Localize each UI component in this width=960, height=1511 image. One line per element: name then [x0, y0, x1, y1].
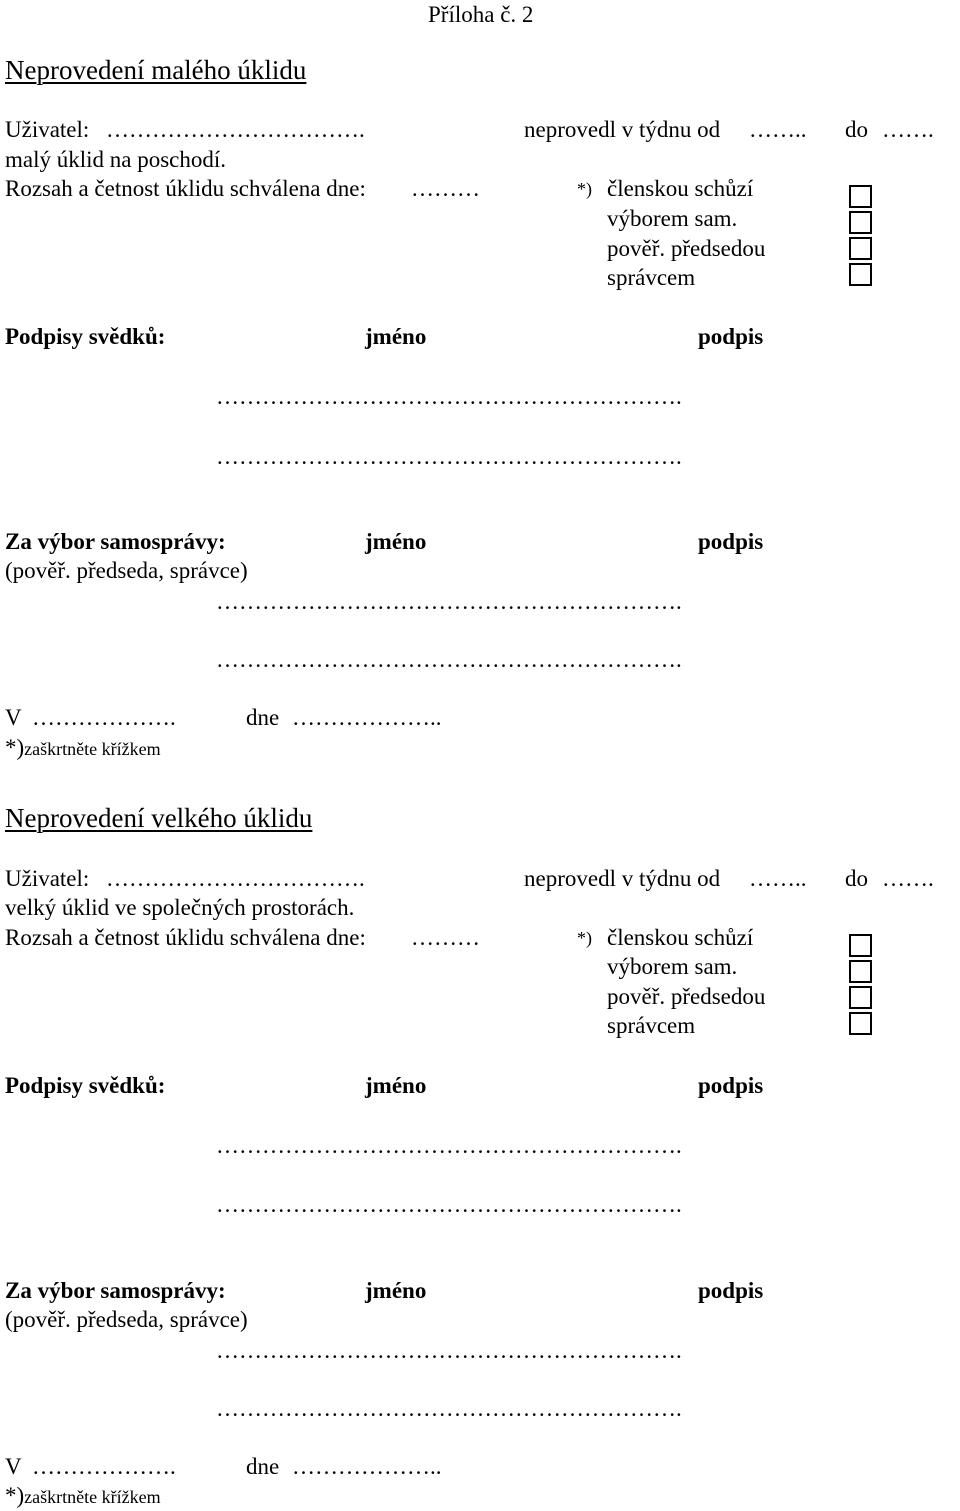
date-label: dne	[246, 705, 280, 730]
description: velký úklid ve společných prostorách.	[5, 895, 355, 920]
scope-label: Rozsah a četnost úklidu schválena dne:	[5, 176, 366, 201]
footnote	[5, 736, 161, 759]
footnote-text: zaškrtněte křížkem	[24, 1487, 161, 1507]
approval-option-label: správcem	[607, 265, 696, 290]
witness-signature-line[interactable]: …………………………………………………….	[216, 1133, 682, 1158]
place-field[interactable]: ……………….	[32, 705, 176, 730]
committee-name-column: jméno	[365, 529, 427, 554]
witness-signature-line[interactable]: …………………………………………………….	[216, 1192, 682, 1217]
not-done-text: neprovedl v týdnu od	[524, 117, 721, 142]
footnote-text: zaškrtněte křížkem	[24, 739, 161, 759]
week-to-label: do	[845, 866, 868, 891]
approval-marker: *)	[577, 179, 592, 199]
user-label: Uživatel:	[5, 117, 90, 142]
committee-signature-column: podpis	[698, 1278, 764, 1303]
week-from-field[interactable]: ……..	[749, 866, 807, 891]
place-label: V	[5, 1454, 22, 1479]
approval-option-label: pověř. předsedou	[607, 984, 766, 1009]
place-field[interactable]: ……………….	[32, 1454, 176, 1479]
week-from-field[interactable]: ……..	[749, 117, 807, 142]
committee-signature-line[interactable]: …………………………………………………….	[216, 1338, 682, 1363]
attachment-label: Příloha č. 2	[428, 2, 534, 27]
approval-checkbox[interactable]	[849, 185, 872, 208]
footnote-star: *)	[5, 735, 25, 760]
witnesses-name-column: jméno	[365, 1073, 427, 1098]
approval-option-label: výborem sam.	[607, 954, 738, 979]
witnesses-name-column: jméno	[365, 324, 427, 349]
user-field[interactable]: …………………………….	[106, 866, 365, 891]
committee-signature-line[interactable]: …………………………………………………….	[216, 647, 682, 672]
description: malý úklid na poschodí.	[5, 147, 227, 172]
section-title: Neprovedení malého úklidu	[5, 55, 307, 85]
approval-marker: *)	[577, 928, 592, 948]
approval-option-label: pověř. předsedou	[607, 236, 766, 261]
date-field[interactable]: ………………..	[292, 705, 442, 730]
witnesses-signature-column: podpis	[698, 324, 764, 349]
user-field[interactable]: …………………………….	[106, 117, 365, 142]
week-to-field[interactable]: …….	[882, 866, 934, 891]
scope-date-field[interactable]: ………	[411, 176, 480, 201]
approval-checkbox[interactable]	[849, 263, 872, 286]
section-title: Neprovedení velkého úklidu	[5, 803, 313, 833]
approval-option-label: členskou schůzí	[607, 176, 754, 201]
approval-checkbox[interactable]	[849, 1012, 872, 1035]
scope-date-field[interactable]: ………	[411, 925, 480, 950]
date-field[interactable]: ………………..	[292, 1454, 442, 1479]
user-label: Uživatel:	[5, 866, 90, 891]
committee-sublabel: (pověř. předseda, správce)	[5, 558, 248, 583]
date-label: dne	[246, 1454, 280, 1479]
approval-checkbox[interactable]	[849, 211, 872, 234]
place-label: V	[5, 705, 22, 730]
committee-signature-line[interactable]: …………………………………………………….	[216, 1396, 682, 1421]
witnesses-label: Podpisy svědků:	[5, 324, 166, 349]
committee-label: Za výbor samosprávy:	[5, 1278, 226, 1303]
approval-option-label: členskou schůzí	[607, 925, 754, 950]
approval-checkbox[interactable]	[849, 986, 872, 1009]
committee-signature-column: podpis	[698, 529, 764, 554]
approval-checkbox[interactable]	[849, 237, 872, 260]
approval-option-label: správcem	[607, 1013, 696, 1038]
committee-signature-line[interactable]: …………………………………………………….	[216, 589, 682, 614]
committee-sublabel: (pověř. předseda, správce)	[5, 1307, 248, 1332]
committee-name-column: jméno	[365, 1278, 427, 1303]
witness-signature-line[interactable]: …………………………………………………….	[216, 384, 682, 409]
week-to-field[interactable]: …….	[882, 117, 934, 142]
committee-label: Za výbor samosprávy:	[5, 529, 226, 554]
week-to-label: do	[845, 117, 868, 142]
not-done-text: neprovedl v týdnu od	[524, 866, 721, 891]
approval-option-label: výborem sam.	[607, 206, 738, 231]
witnesses-signature-column: podpis	[698, 1073, 764, 1098]
scope-label: Rozsah a četnost úklidu schválena dne:	[5, 925, 366, 950]
footnote-star: *)	[5, 1483, 25, 1508]
approval-checkbox[interactable]	[849, 960, 872, 983]
approval-checkbox[interactable]	[849, 934, 872, 957]
witnesses-label: Podpisy svědků:	[5, 1073, 166, 1098]
witness-signature-line[interactable]: …………………………………………………….	[216, 444, 682, 469]
footnote	[5, 1484, 161, 1507]
